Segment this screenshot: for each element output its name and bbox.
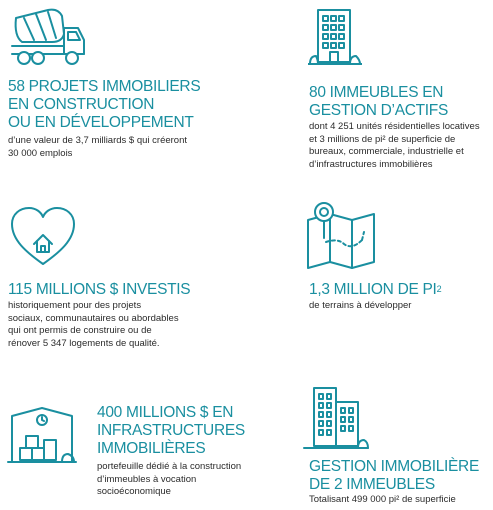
item-4-title: 1,3 MILLION DE $PI^2$ bbox=[309, 281, 442, 298]
item-6-description: Totalisant 499 000 pi² de superficie bbox=[309, 494, 456, 505]
superscript: 2 bbox=[436, 284, 442, 294]
item-5-description: portefeuille dédié à la construction d’immeubles à vocation socioéconomique bbox=[97, 461, 242, 497]
heart-house-icon bbox=[8, 204, 78, 270]
two-buildings-icon bbox=[300, 384, 372, 454]
office-building-icon bbox=[304, 6, 366, 70]
concrete-mixer-truck-icon bbox=[8, 6, 88, 68]
item-6-title: GESTION IMMOBILIÈRE DE 2 IMMEUBLES bbox=[309, 458, 479, 493]
item-2-description: dont 4 251 unités résidentielles locatives et 3 millions de pi² de superficie de bureaux, commerciale, industrielle et d’infrastructures immobilières bbox=[309, 121, 480, 170]
warehouse-boxes-icon bbox=[6, 404, 78, 466]
item-2-title: 80 IMMEUBLES EN GESTION D’ACTIFS bbox=[309, 84, 449, 119]
item-1-title: 58 PROJETS IMMOBILIERS EN CONSTRUCTION OU EN DÉVELOPPEMENT bbox=[8, 78, 201, 131]
item-4-description: de terrains à développer bbox=[309, 300, 412, 311]
item-5-title: 400 MILLIONS $ EN INFRASTRUCTURES IMMOBILIÈRES bbox=[97, 404, 245, 457]
item-1-description: d’une valeur de 3,7 milliards $ qui créeront 30 000 emplois bbox=[8, 135, 188, 159]
map-pin-icon bbox=[304, 198, 380, 270]
item-3-title: 115 MILLIONS $ INVESTIS bbox=[8, 281, 191, 298]
item-3-description: historiquement pour des projets sociaux, communautaires ou abordables qui ont permis de construire ou de rénover 5 347 logements de qualité. bbox=[8, 300, 179, 349]
